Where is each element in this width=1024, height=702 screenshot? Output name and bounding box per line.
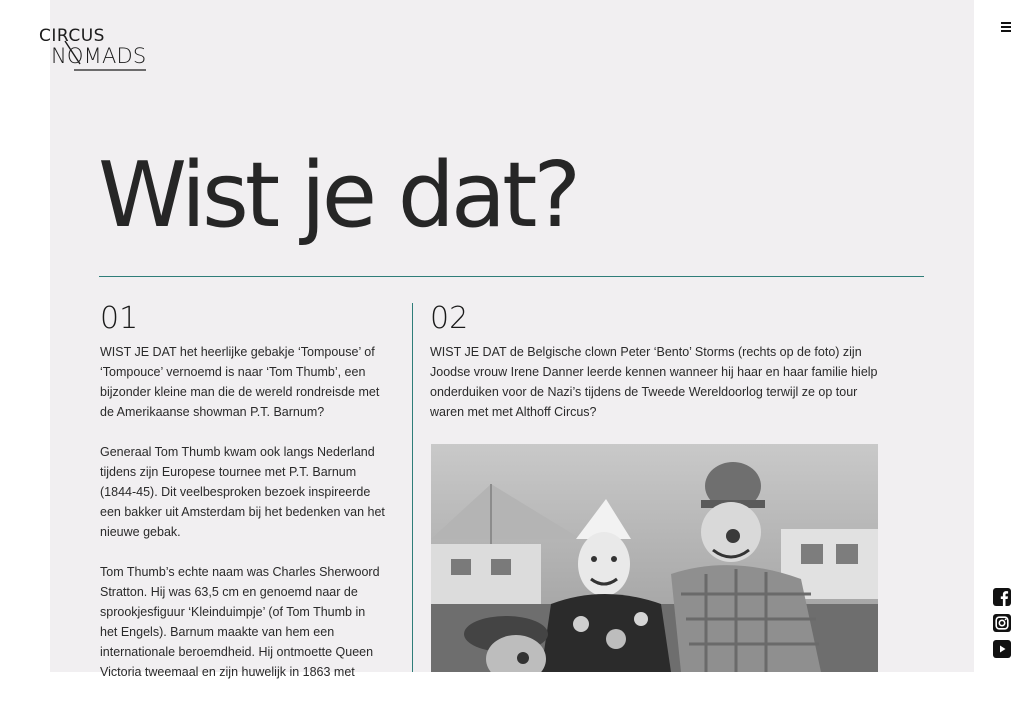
logo-line-1: CIRCUS (39, 26, 105, 46)
circus-nomads-logo[interactable] (38, 26, 150, 74)
fact-02-text (430, 342, 885, 422)
clowns-photo-image (431, 444, 878, 672)
logo-underline-icon (38, 26, 150, 74)
fact-01-paragraph: Tom Thumb’s echte naam was Charles Sherwoord Stratton. Hij was 63,5 cm en genoemd naar de sprookjesfiguur ‘Kleinduimpje’ (of Tom Thumb in het Engels). Barnum maakte van hem een internationale beroemdheid. Hij ontmoette Queen Victoria tweemaal en zijn huwelijk in 1863 met (100, 565, 380, 679)
fact-01-text (100, 342, 386, 702)
fact-01-paragraph: WIST JE DAT het heerlijke gebakje ‘Tompouse’ of ‘Tompouce’ vernoemd is naar ‘Tom Thumb’, een bijzonder kleine man die de wereld rondreisde met de Amerikaanse showman P.T. Barnum? (100, 345, 380, 419)
fact-number-01: 01 (100, 301, 139, 336)
instagram-icon[interactable] (993, 614, 1011, 632)
hamburger-icon[interactable] (1001, 22, 1011, 32)
logo-line-2: NOMADS (51, 44, 147, 68)
title-divider (99, 276, 924, 277)
youtube-icon[interactable] (993, 640, 1011, 658)
fact-02-paragraph: WIST JE DAT de Belgische clown Peter ‘Bento’ Storms (rechts op de foto) zijn Joodse vrouw Irene Danner leerde kennen wanneer hij haar en haar familie hielp onderduiken voor de Nazi’s tijdens de Tweede Wereldoorlog terwijl ze op tour waren met met Althoff Circus? (430, 345, 878, 419)
column-divider (412, 303, 413, 672)
fact-01-paragraph: Generaal Tom Thumb kwam ook langs Nederland tijdens zijn Europese tournee met P.T. Barnum (1844-45). Dit veelbesproken bezoek inspireerde een bakker uit Amsterdam bij het bedenken van het nieuwe gebak. (100, 445, 385, 539)
fact-number-02: 02 (430, 301, 469, 336)
clowns-photo (431, 444, 878, 672)
facebook-icon[interactable] (993, 588, 1011, 606)
page-title: Wist je dat? (98, 143, 578, 248)
